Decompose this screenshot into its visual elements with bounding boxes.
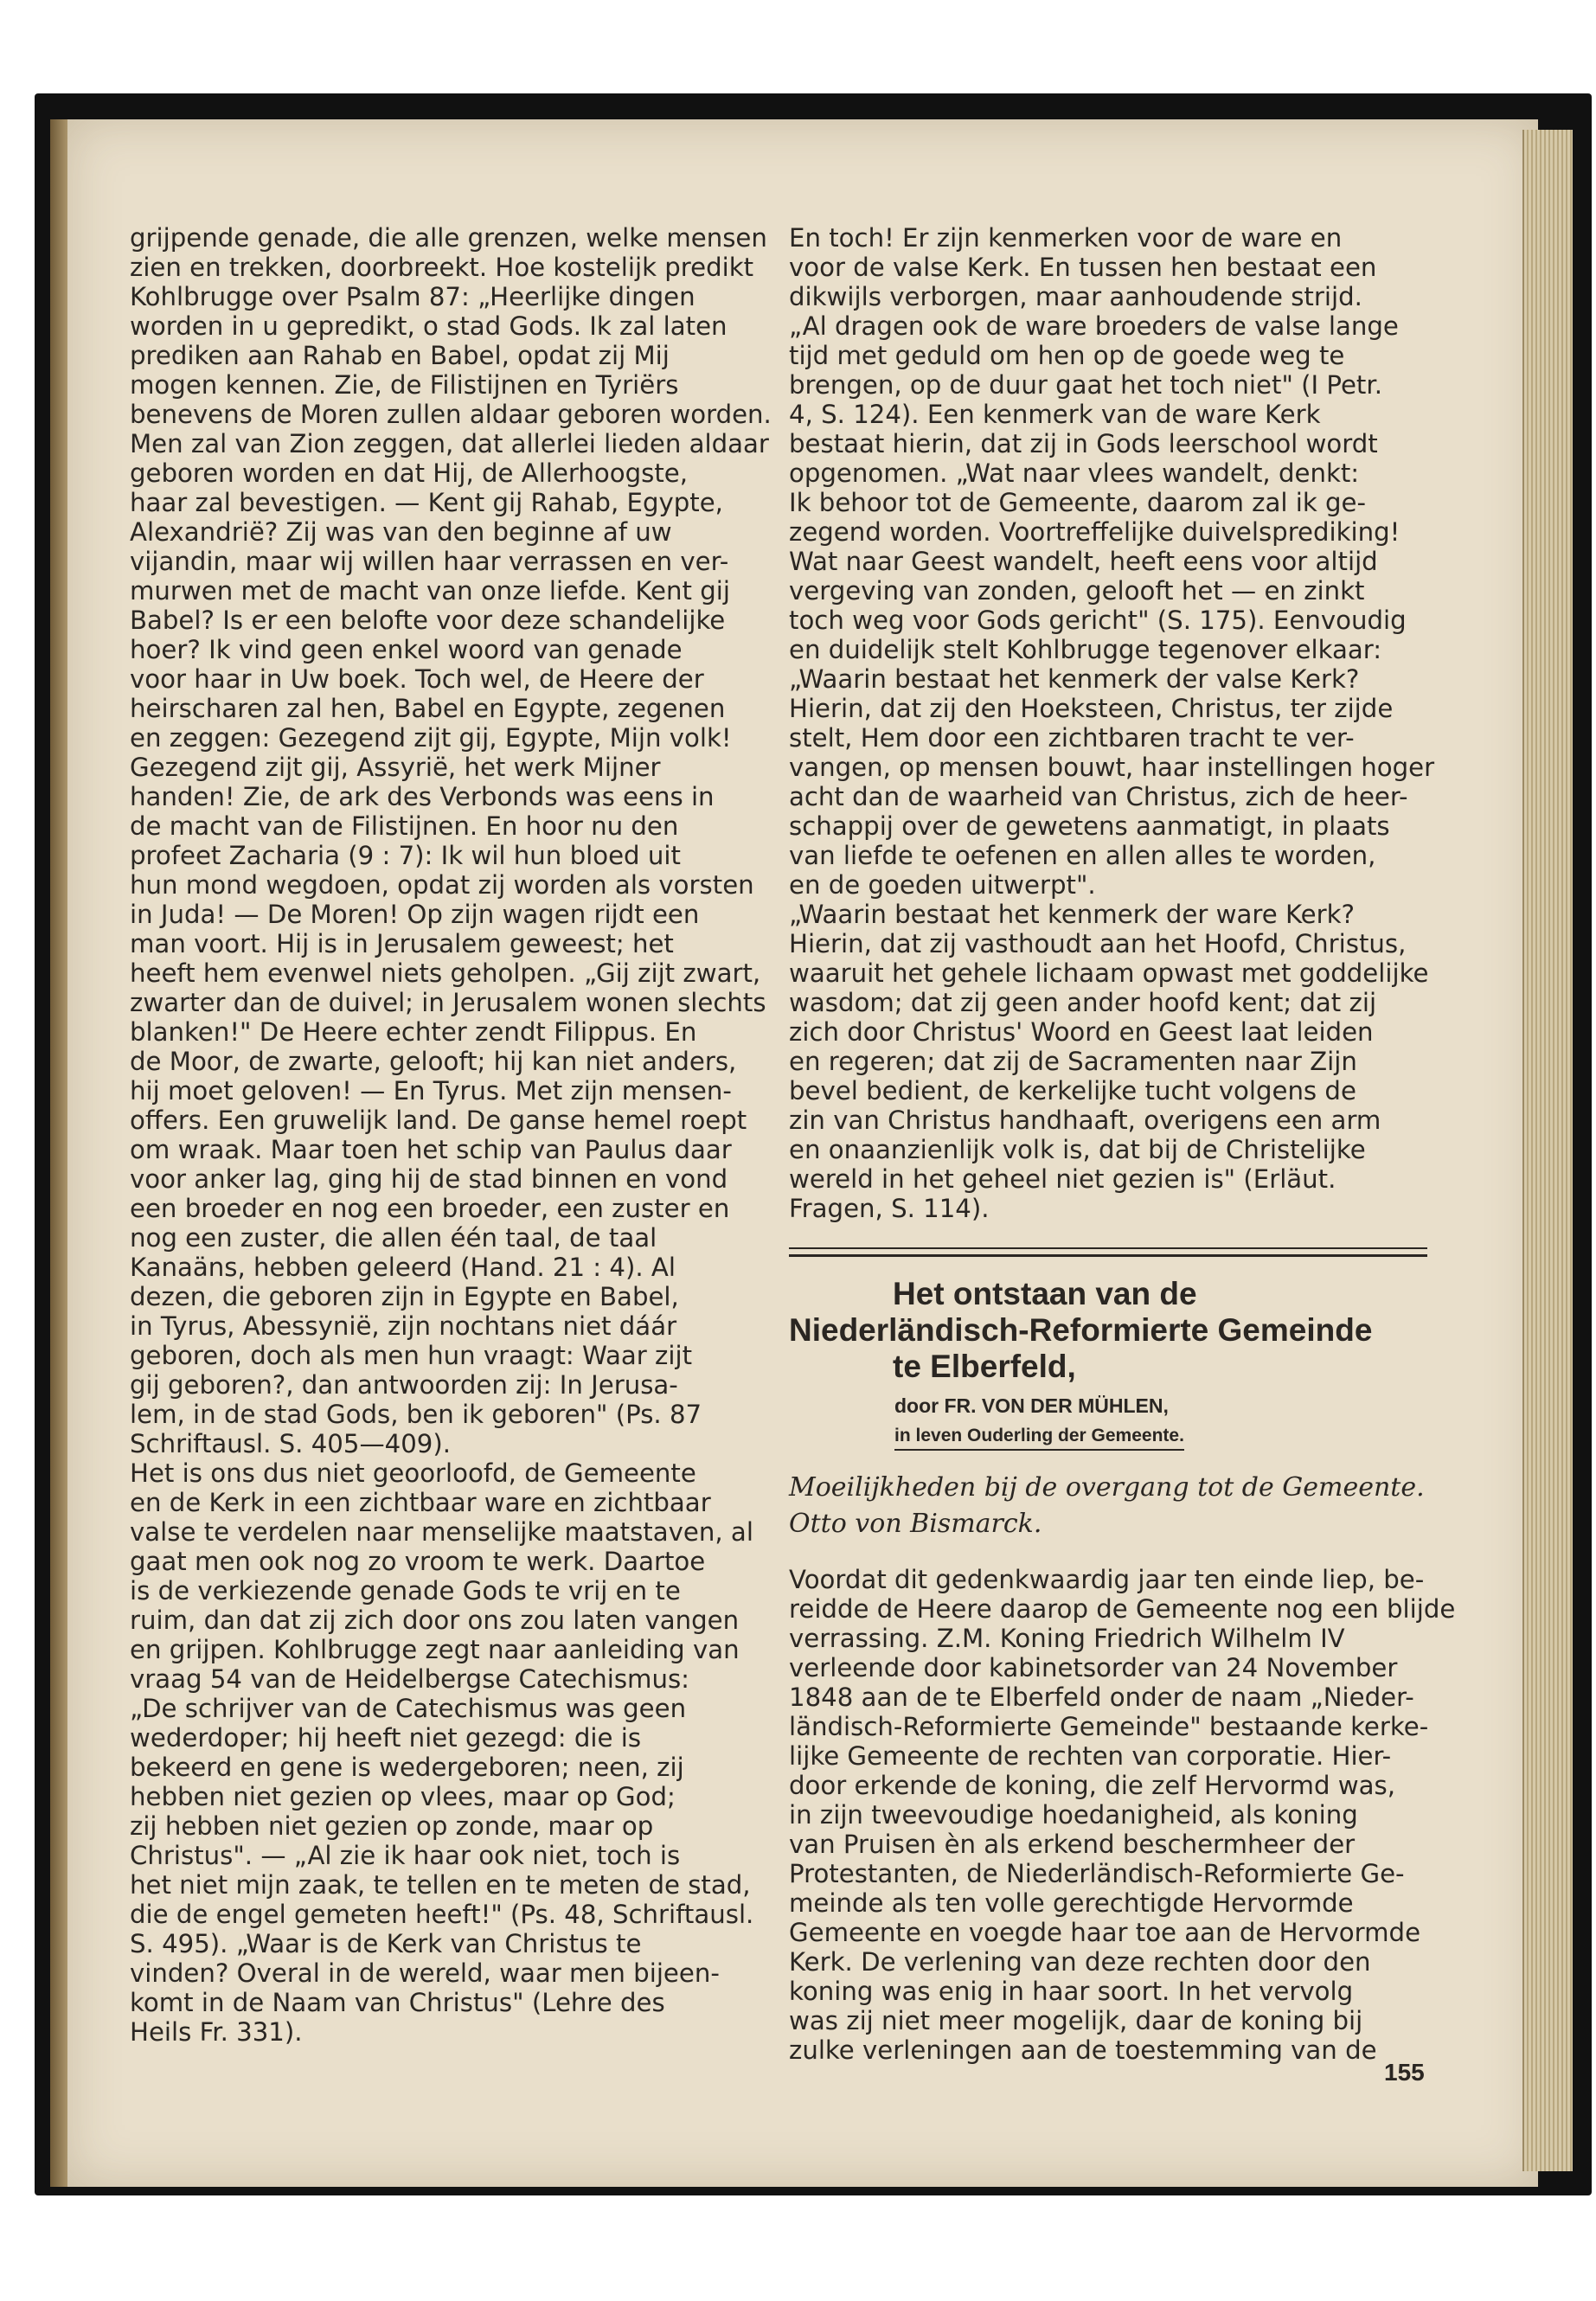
text-line: verleende door kabinetsorder van 24 November <box>789 1653 1398 1682</box>
text-line: profeet Zacharia (9 : 7): Ik wil hun bloed uit <box>130 841 681 870</box>
text-line: „Al dragen ook de ware broeders de valse lange <box>789 311 1399 341</box>
text-line: tijd met geduld om hen op de goede weg te <box>789 341 1345 370</box>
text-line: hun mond wegdoen, opdat zij worden als vorsten <box>130 870 754 900</box>
text-line: stelt, Hem door een zichtbaren tracht te ver- <box>789 723 1355 753</box>
text-line: zwarter dan de duivel; in Jerusalem wonen slechts <box>130 988 766 1017</box>
text-line: koning was enig in haar soort. In het vervolg <box>789 1977 1354 2006</box>
text-line: vraag 54 van de Heidelbergse Catechismus: <box>130 1664 690 1694</box>
text-line: wasdom; dat zij geen ander hoofd kent; dat zij <box>789 988 1377 1017</box>
right-column <box>789 223 1456 2065</box>
article-title-line: Niederländisch-Reformierte Gemeinde <box>789 1312 1373 1348</box>
text-line: mogen kennen. Zie, de Filistijnen en Tyriërs <box>130 370 679 400</box>
text-line: S. 495). „Waar is de Kerk van Christus te <box>130 1929 642 1958</box>
text-line: schappij over de gewetens aanmatigt, in plaats <box>789 811 1390 841</box>
text-line: in Tyrus, Abessynië, zijn nochtans niet dáár <box>130 1311 677 1341</box>
text-line: komt in de Naam van Christus" (Lehre des <box>130 1988 665 2017</box>
text-line: de Moor, de zwarte, gelooft; hij kan niet anders, <box>130 1047 737 1076</box>
text-line: offers. Een gruwelijk land. De ganse hemel roept <box>130 1106 747 1135</box>
text-line: heeft hem evenwel niets geholpen. „Gij zijt zwart, <box>130 958 761 988</box>
text-line: grijpende genade, die alle grenzen, welke mensen <box>130 223 767 253</box>
article-title <box>789 1276 1427 1385</box>
text-line: valse te verdelen naar menselijke maatstaven, al <box>130 1517 753 1547</box>
text-line: Schriftausl. S. 405—409). <box>130 1429 452 1458</box>
text-line: Kerk. De verlening van deze rechten door den <box>789 1947 1371 1977</box>
text-line: wederdoper; hij heeft niet gezegd: die is <box>130 1723 642 1753</box>
text-line: zegend worden. Voortreffelijke duivelsprediking! <box>789 517 1401 547</box>
text-line: Gezegend zijt gij, Assyrië, het werk Mijner <box>130 753 661 782</box>
article-author: door FR. VON DER MÜHLEN, <box>894 1394 1169 1417</box>
text-line: het niet mijn zaak, te tellen en te meten de stad, <box>130 1870 751 1900</box>
text-line: de macht van de Filistijnen. En hoor nu den <box>130 811 679 841</box>
text-line: opgenomen. „Wat naar vlees wandelt, denkt: <box>789 458 1360 488</box>
text-line: en duidelijk stelt Kohlbrugge tegenover elkaar: <box>789 635 1382 664</box>
text-line: van liefde te oefenen en allen alles te worden, <box>789 841 1376 870</box>
text-line: voor anker lag, ging hij de stad binnen en vond <box>130 1164 728 1194</box>
text-line: in Juda! — De Moren! Op zijn wagen rijdt een <box>130 900 700 929</box>
text-line: man voort. Hij is in Jerusalem geweest; het <box>130 929 674 958</box>
text-line: Kanaäns, hebben geleerd (Hand. 21 : 4). Al <box>130 1253 676 1282</box>
text-line: handen! Zie, de ark des Verbonds was eens in <box>130 782 715 811</box>
text-line: en de goeden uitwerpt". <box>789 870 1096 900</box>
text-line: dikwijls verborgen, maar aanhoudende strijd. <box>789 282 1362 311</box>
section-divider <box>789 1247 1427 1257</box>
article-title-line: Het ontstaan van de <box>893 1276 1197 1311</box>
text-line: verrassing. Z.M. Koning Friedrich Wilhelm IV <box>789 1624 1345 1653</box>
text-line: lijke Gemeente de rechten van corporatie. Hier- <box>789 1741 1392 1771</box>
text-line: haar zal bevestigen. — Kent gij Rahab, Egypte, <box>130 488 723 517</box>
text-line: Kohlbrugge over Psalm 87: „Heerlijke dingen <box>130 282 695 311</box>
text-line: bestaat hierin, dat zij in Gods leerschool wordt <box>789 429 1378 458</box>
text-line: en regeren; dat zij de Sacramenten naar Zijn <box>789 1047 1357 1076</box>
text-line: zich door Christus' Woord en Geest laat leiden <box>789 1017 1374 1047</box>
text-line: Ik behoor tot de Gemeente, daarom zal ik ge- <box>789 488 1367 517</box>
left-column <box>130 223 772 2047</box>
text-line: benevens de Moren zullen aldaar geboren worden. <box>130 400 772 429</box>
text-line: Christus". — „Al zie ik haar ook niet, toch is <box>130 1841 681 1870</box>
text-line: prediken aan Rahab en Babel, opdat zij Mij <box>130 341 670 370</box>
text-line: zulke verleningen aan de toestemming van de <box>789 2035 1377 2065</box>
text-line: Wat naar Geest wandelt, heeft eens voor altijd <box>789 547 1378 576</box>
page-edges <box>1522 130 1573 2171</box>
text-line: reidde de Heere daarop de Gemeente nog een blijde <box>789 1594 1456 1624</box>
article-title-line: te Elberfeld, <box>893 1349 1076 1384</box>
text-line: Babel? Is er een belofte voor deze schandelijke <box>130 606 726 635</box>
text-line: door erkende de koning, die zelf Hervormd was, <box>789 1771 1396 1800</box>
text-line: Heils Fr. 331). <box>130 2017 303 2047</box>
text-line: worden in u gepredikt, o stad Gods. Ik zal laten <box>130 311 727 341</box>
text-line: is de verkiezende genade Gods te vrij en te <box>130 1576 681 1606</box>
text-line: Protestanten, de Niederländisch-Reformierte Ge- <box>789 1859 1405 1888</box>
article-author-role: in leven Ouderling der Gemeente. <box>894 1425 1184 1451</box>
text-line: heirscharen zal hen, Babel en Egypte, zegenen <box>130 694 726 723</box>
text-line: 1848 aan de te Elberfeld onder de naam „Nieder- <box>789 1682 1414 1712</box>
text-line: wereld in het geheel niet gezien is" (Erläut. <box>789 1164 1336 1194</box>
text-line: zin van Christus handhaaft, overigens een arm <box>789 1106 1381 1135</box>
text-line: Men zal van Zion zeggen, dat allerlei lieden aldaar <box>130 429 769 458</box>
text-line: brengen, op de duur gaat het toch niet" (I Petr. <box>789 370 1382 400</box>
text-line: Het is ons dus niet geoorloofd, de Gemeente <box>130 1458 696 1488</box>
text-line: geboren, doch als men hun vraagt: Waar zijt <box>130 1341 693 1370</box>
article-body <box>789 1565 1456 2065</box>
text-line: om wraak. Maar toen het schip van Paulus daar <box>130 1135 732 1164</box>
text-line: die de engel gemeten heeft!" (Ps. 48, Schriftausl. <box>130 1900 754 1929</box>
text-line: lem, in de stad Gods, ben ik geboren" (Ps. 87 <box>130 1400 702 1429</box>
text-line: zij hebben niet gezien op zonde, maar op <box>130 1811 654 1841</box>
text-line: Hierin, dat zij vasthoudt aan het Hoofd, Christus, <box>789 929 1407 958</box>
text-line: voor haar in Uw boek. Toch wel, de Heere der <box>130 664 704 694</box>
text-line: en de Kerk in een zichtbaar ware en zichtbaar <box>130 1488 711 1517</box>
text-line: gaat men ook nog zo vroom te werk. Daartoe <box>130 1547 706 1576</box>
text-line: „De schrijver van de Catechismus was geen <box>130 1694 687 1723</box>
text-line: en zeggen: Gezegend zijt gij, Egypte, Mijn volk! <box>130 723 732 753</box>
text-line: van Pruisen èn als erkend beschermheer der <box>789 1830 1356 1859</box>
text-line: hoer? Ik vind geen enkel woord van genade <box>130 635 683 664</box>
text-line: En toch! Er zijn kenmerken voor de ware en <box>789 223 1343 253</box>
text-line: bevel bedient, de kerkelijke tucht volgens de <box>789 1076 1356 1106</box>
text-line: acht dan de waarheid van Christus, zich de heer- <box>789 782 1408 811</box>
book-spine <box>50 119 69 2187</box>
text-line: 4, S. 124). Een kenmerk van de ware Kerk <box>789 400 1321 429</box>
text-line: voor de valse Kerk. En tussen hen bestaat een <box>789 253 1377 282</box>
text-line: vinden? Overal in de wereld, waar men bijeen- <box>130 1958 720 1988</box>
text-line: Hierin, dat zij den Hoeksteen, Christus, ter zijde <box>789 694 1394 723</box>
article-subhead: Moeilijkheden bij de overgang tot de Gemeente. <box>789 1472 1425 1503</box>
article-subhead: Otto von Bismarck. <box>789 1509 1042 1539</box>
text-line: waaruit het gehele lichaam opwast met goddelijke <box>789 958 1429 988</box>
text-line: Voordat dit gedenkwaardig jaar ten einde liep, be- <box>789 1565 1425 1594</box>
text-line: dezen, die geboren zijn in Egypte en Babel, <box>130 1282 679 1311</box>
text-line: murwen met de macht van onze liefde. Kent gij <box>130 576 730 606</box>
text-line: vangen, op mensen bouwt, haar instellingen hoger <box>789 753 1435 782</box>
text-line: vijandin, maar wij willen haar verrassen en ver- <box>130 547 729 576</box>
text-line: ländisch-Reformierte Gemeinde" bestaande kerke- <box>789 1712 1429 1741</box>
text-line: „Waarin bestaat het kenmerk der valse Kerk? <box>789 664 1360 694</box>
text-line: nog een zuster, die allen één taal, de taal <box>130 1223 657 1253</box>
text-line: en onaanzienlijk volk is, dat bij de Christelijke <box>789 1135 1366 1164</box>
text-line: hij moet geloven! — En Tyrus. Met zijn mensen- <box>130 1076 732 1106</box>
text-line: vergeving van zonden, gelooft het — en zinkt <box>789 576 1365 606</box>
text-line: in zijn tweevoudige hoedanigheid, als koning <box>789 1800 1358 1830</box>
text-line: blanken!" De Heere echter zendt Filippus. En <box>130 1017 697 1047</box>
text-line: toch weg voor Gods gericht" (S. 175). Eenvoudig <box>789 606 1407 635</box>
text-line: „Waarin bestaat het kenmerk der ware Kerk? <box>789 900 1356 929</box>
text-line: was zij niet meer mogelijk, daar de koning bij <box>789 2006 1363 2035</box>
text-line: hebben niet gezien op vlees, maar op God; <box>130 1782 676 1811</box>
right-column-text <box>789 223 1435 1223</box>
text-line: Fragen, S. 114). <box>789 1194 990 1223</box>
text-line: en grijpen. Kohlbrugge zegt naar aanleiding van <box>130 1635 740 1664</box>
page-number: 155 <box>1384 2059 1425 2086</box>
text-line: geboren worden en dat Hij, de Allerhoogste, <box>130 458 689 488</box>
text-line: meinde als ten volle gerechtigde Hervormde <box>789 1888 1354 1918</box>
text-line: bekeerd en gene is wedergeboren; neen, zij <box>130 1753 684 1782</box>
text-line: Alexandrië? Zij was van den beginne af uw <box>130 517 672 547</box>
text-line: gij geboren?, dan antwoorden zij: In Jerusa- <box>130 1370 678 1400</box>
text-line: een broeder en nog een broeder, een zuster en <box>130 1194 730 1223</box>
text-line: Gemeente en voegde haar toe aan de Hervormde <box>789 1918 1421 1947</box>
text-line: zien en trekken, doorbreekt. Hoe kostelijk predikt <box>130 253 754 282</box>
text-line: ruim, dan dat zij zich door ons zou laten vangen <box>130 1606 740 1635</box>
